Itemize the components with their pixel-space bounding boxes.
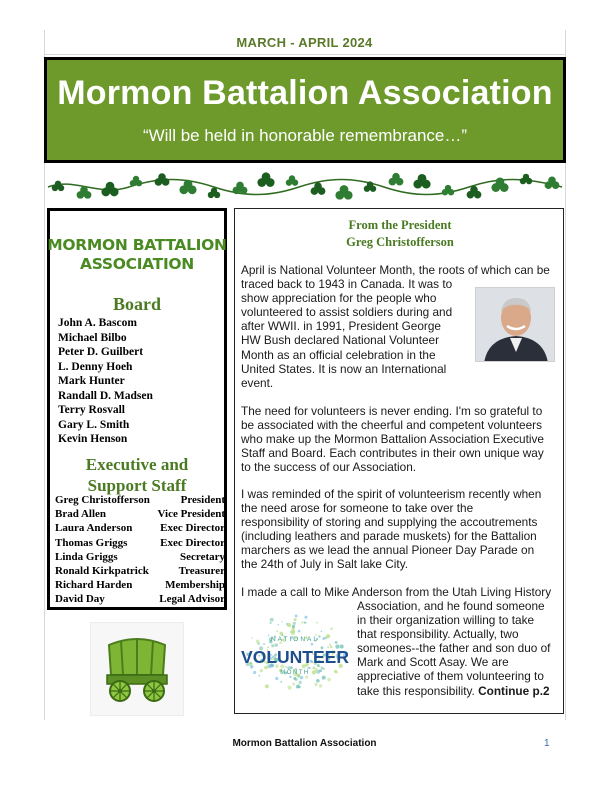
logo-month-text: MONTH xyxy=(280,670,310,676)
article-paragraph-3: I was reminded of the spirit of volunteerism recently when the need arose for someone to take over the responsibility of storing and supplying the accoutrements (including leathers and parade muskets) for the Battalion marchers as we lead the annual Pioneer Day Parade on the 24th of July in Salt lake City. xyxy=(241,487,542,572)
board-member-list xyxy=(58,316,223,447)
article-heading: From the President xyxy=(348,218,452,232)
article-author: Greg Christofferson xyxy=(346,235,454,249)
staff-name: Richard Harden xyxy=(55,579,133,592)
staff-role: Legal Advisor xyxy=(159,593,225,606)
board-heading: Board xyxy=(112,294,161,314)
staff-row xyxy=(55,493,225,507)
board-member: L. Denny Hoeh xyxy=(58,360,133,373)
staff-name: David Day xyxy=(55,593,105,606)
staff-row xyxy=(55,507,225,521)
wagon-card xyxy=(90,622,184,716)
staff-role: Vice President xyxy=(157,508,225,521)
staff-role: Treasurer xyxy=(178,565,225,578)
staff-row xyxy=(55,536,225,550)
board-member: John A. Bascom xyxy=(58,317,137,329)
issue-date: MARCH - APRIL 2024 xyxy=(236,35,373,50)
staff-role: Membership xyxy=(165,579,225,592)
staff-name: Greg Christofferson xyxy=(55,494,150,506)
executive-staff-heading: Executive and Support Staff xyxy=(85,455,189,495)
staff-role: President xyxy=(180,494,225,506)
staff-name: Laura Anderson xyxy=(55,522,133,535)
continue-link[interactable]: Continue p.2 xyxy=(478,683,550,698)
newsletter-tagline: “Will be held in honorable remembrance…” xyxy=(142,126,468,145)
staff-list xyxy=(55,493,225,607)
staff-row xyxy=(55,592,225,606)
staff-row xyxy=(55,564,225,578)
staff-role: Exec Director xyxy=(160,522,225,535)
header-divider xyxy=(44,54,566,55)
sidebar-association-title: MORMON BATTALION ASSOCIATION xyxy=(47,236,227,273)
article-paragraph-1: April is National Volunteer Month, the roots of which can be traced back to 1943 in Canada. It was to show appreciation for the people who volunteered to assist soldiers during and after WWII. in 1991, President George HW Bush declared National Volunteer Month as an official celebration in the United States. It is now an International event. xyxy=(241,263,550,390)
board-member: Mark Hunter xyxy=(58,375,125,387)
footer-organization: Mormon Battalion Association xyxy=(232,738,377,749)
board-member: Randall D. Madsen xyxy=(58,389,153,402)
logo-national-text: NATIONAL xyxy=(270,636,320,643)
board-member: Kevin Henson xyxy=(58,433,128,445)
article-paragraph-4: Association, and he found someone in their organization willing to take that responsibility. Actually, two someones--the father and son duo of Mark and Scott Asay. We are appreciative of them volunteering to take this responsibility. Continue p.2 xyxy=(357,599,551,698)
president-photo xyxy=(475,287,555,362)
staff-name: Linda Griggs xyxy=(55,550,118,563)
volunteer-month-logo xyxy=(241,614,349,700)
board-member: Terry Rosvall xyxy=(58,404,125,416)
staff-name: Brad Allen xyxy=(55,508,107,521)
staff-name: Thomas Griggs xyxy=(55,536,128,549)
staff-role: Exec Director xyxy=(160,536,225,549)
page-number: 1 xyxy=(544,738,550,749)
staff-row xyxy=(55,521,225,535)
board-member: Gary L. Smith xyxy=(58,418,130,431)
article-paragraph-2: The need for volunteers is never ending. I'm so grateful to be associated with the cheerful and competent volunteers who make up the Mormon Battalion Association Executive Staff and Board. Each contributes in their own unique way to the success of our Association. xyxy=(241,404,544,475)
board-member: Peter D. Guilbert xyxy=(58,346,144,358)
staff-role: Secretary xyxy=(180,550,225,563)
masthead-banner xyxy=(44,57,566,163)
staff-name: Ronald Kirkpatrick xyxy=(55,565,149,578)
newsletter-title: Mormon Battalion Association xyxy=(57,74,553,112)
board-member: Michael Bilbo xyxy=(58,331,127,344)
wagon-icon xyxy=(91,623,183,715)
logo-volunteer-text: VOLUNTEER xyxy=(241,647,349,667)
article-paragraph-4-lead: I made a call to Mike Anderson from the Utah Living History xyxy=(241,585,552,599)
staff-row xyxy=(55,578,225,592)
staff-row xyxy=(55,550,225,564)
shamrock-garland-icon xyxy=(44,165,566,207)
